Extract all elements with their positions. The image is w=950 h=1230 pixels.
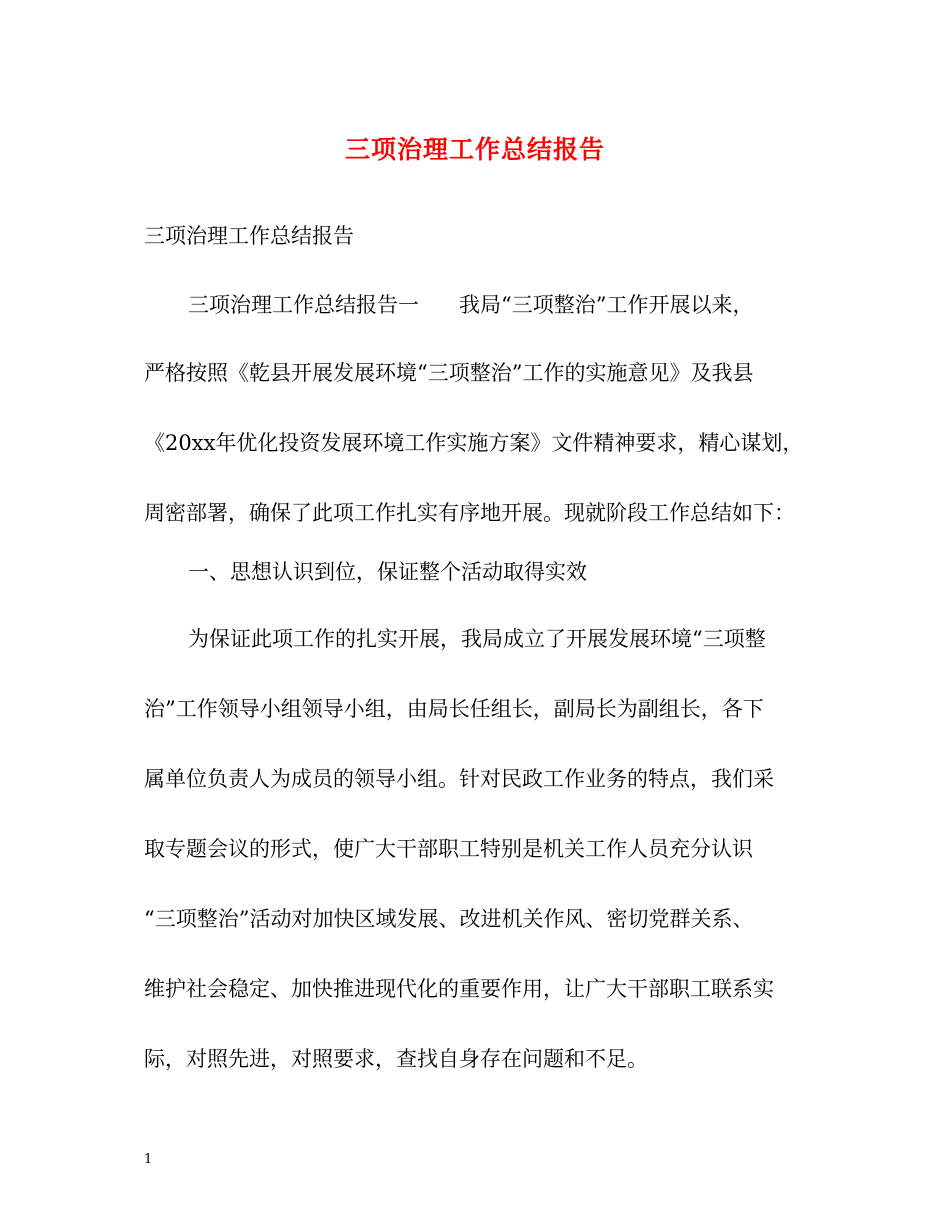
intro-line-4: 周密部署，确保了此项工作扎实有序地开展。现就阶段工作总结如下： [144, 501, 795, 525]
intro-line-1 [188, 288, 753, 322]
intro-lead: 三项治理工作总结报告一 [188, 293, 419, 317]
section-1-line-3: 属单位负责人为成员的领导小组。针对民政工作业务的特点，我们采 [144, 767, 774, 791]
page-number: 1 [144, 1152, 153, 1167]
section-1-line-1: 为保证此项工作的扎实开展，我局成立了开展发展环境“三项整 [188, 627, 766, 651]
section-1-line-2: 治”工作领导小组领导小组，由局长任组长，副局长为副组长，各下 [144, 697, 764, 721]
section-1-line-5: “三项整治”活动对加快区域发展、改进机关作风、密切党群关系、 [144, 907, 754, 931]
section-1-line-4: 取专题会议的形式，使广大干部职工特别是机关工作人员充分认识 [144, 837, 753, 861]
intro-line-1-rest: 我局“三项整治”工作开展以来， [459, 293, 754, 317]
intro-line-2: 严格按照《乾县开展发展环境“三项整治”工作的实施意见》及我县 [144, 361, 754, 385]
document-subtitle: 三项治理工作总结报告 [144, 224, 354, 248]
document-title: 三项治理工作总结报告 [344, 135, 605, 164]
section-1-line-7: 际，对照先进，对照要求，查找自身存在问题和不足。 [144, 1047, 648, 1071]
intro-line-3: 《20xx年优化投资发展环境工作实施方案》文件精神要求，精心谋划， [144, 431, 804, 455]
section-1-line-6: 维护社会稳定、加快推进现代化的重要作用，让广大干部职工联系实 [144, 977, 774, 1001]
section-1-heading: 一、思想认识到位，保证整个活动取得实效 [188, 560, 587, 584]
